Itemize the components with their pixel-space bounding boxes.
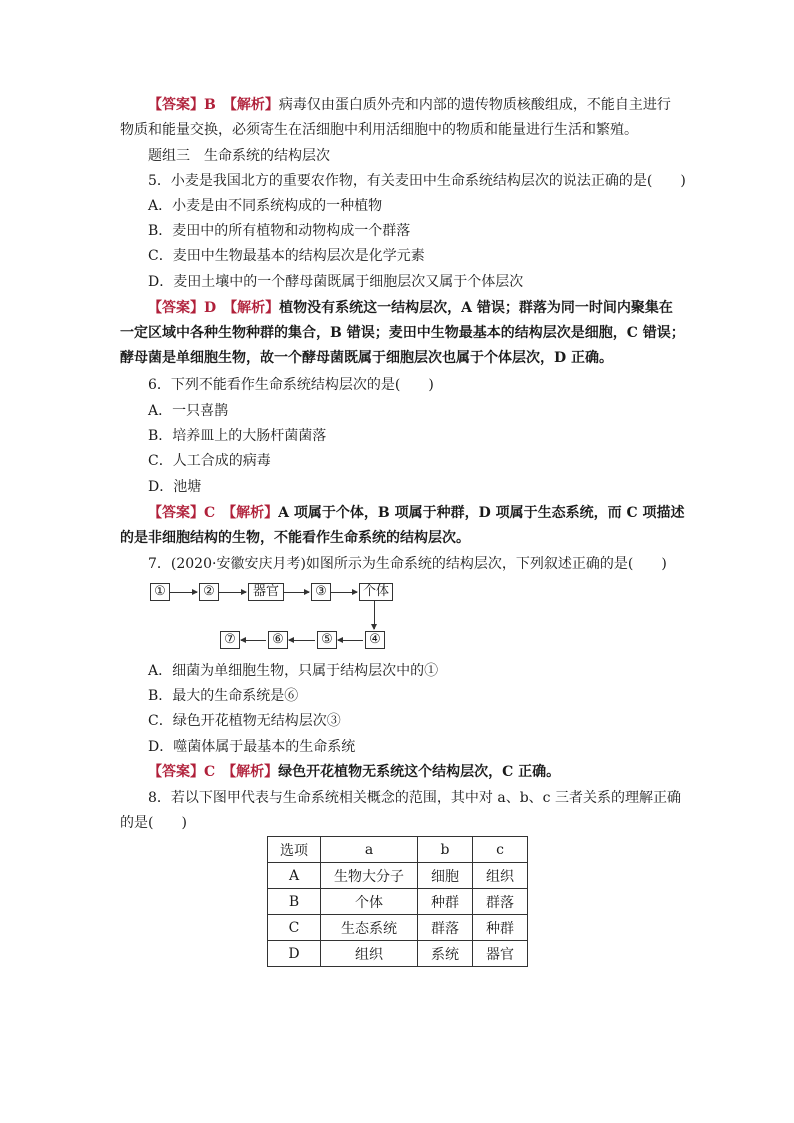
q7-option-d: D．噬菌体属于最基本的生命系统: [148, 739, 356, 755]
diagram-node-4: ④: [365, 631, 385, 649]
q5-stem: 5．小麦是我国北方的重要农作物，有关麦田中生命系统结构层次的说法正确的是( ): [148, 173, 686, 189]
table-cell: 群落: [473, 889, 528, 915]
q6-option-a: A．一只喜鹊: [148, 403, 229, 419]
arrow-right: [219, 592, 246, 593]
q5-answer-line3: 酵母菌是单细胞生物，故一个酵母菌既属于细胞层次也属于个体层次，D 正确。: [120, 350, 614, 366]
q5-option-d: D．麦田土壤中的一个酵母菌既属于细胞层次又属于个体层次: [148, 274, 524, 290]
table-header-cell: a: [321, 837, 418, 863]
q7-option-a: A．细菌为单细胞生物，只属于结构层次中的①: [148, 663, 439, 679]
arrow-right: [284, 592, 309, 593]
answer-label: 【答案】C: [148, 764, 216, 780]
explanation-text: 植物没有系统这一结构层次，A 错误；群落为同一时间内聚集在: [279, 300, 673, 316]
q7-answer-line1: [148, 762, 560, 782]
table-cell: 群落: [418, 915, 473, 941]
table-cell: 组织: [321, 941, 418, 967]
explanation-label: 【解析】: [229, 764, 279, 780]
table-cell: 种群: [418, 889, 473, 915]
diagram-node-6: ⑥: [268, 631, 288, 649]
explanation-label: 【解析】: [230, 300, 280, 316]
q5-option-b: B．麦田中的所有植物和动物构成一个群落: [148, 223, 411, 239]
table-header-row: [268, 837, 528, 863]
diagram-node-2: ②: [199, 583, 219, 601]
explanation-text: A 项属于个体，B 项属于种群，D 项属于生态系统，而 C 项描述: [278, 505, 685, 521]
q6-option-c: C．人工合成的病毒: [148, 453, 271, 469]
q5-option-a: A．小麦是由不同系统构成的一种植物: [148, 198, 383, 214]
table-cell: 组织: [473, 863, 528, 889]
q5-answer-line1: [148, 298, 673, 318]
q4-answer-line2: 物质和能量交换，必须寄生在活细胞中利用活细胞中的物质和能量进行生活和繁殖。: [120, 122, 638, 138]
table-row: [268, 941, 528, 967]
section-title: 题组三 生命系统的结构层次: [148, 148, 330, 164]
structure-level-diagram: [150, 580, 410, 650]
q8-stem-line1: 8．若以下图甲代表与生命系统相关概念的范围，其中对 a、b、c 三者关系的理解正确: [148, 790, 681, 806]
table-cell: 个体: [321, 889, 418, 915]
table-header-cell: b: [418, 837, 473, 863]
table-cell: 系统: [418, 941, 473, 967]
table-row: [268, 863, 528, 889]
diagram-node-5: ⑤: [317, 631, 337, 649]
table-cell: 生态系统: [321, 915, 418, 941]
q4-answer-line1: [148, 95, 671, 115]
table-cell: 生物大分子: [321, 863, 418, 889]
arrow-left: [338, 640, 363, 641]
q6-option-d: D．池塘: [148, 479, 202, 495]
q5-option-c: C．麦田中生物最基本的结构层次是化学元素: [148, 248, 425, 264]
diagram-node-1: ①: [150, 583, 170, 601]
arrow-left: [289, 640, 315, 641]
explanation-text: 病毒仅由蛋白质外壳和内部的遗传物质核酸组成，不能自主进行: [278, 97, 671, 113]
table-row: [268, 915, 528, 941]
answer-label: 【答案】B: [148, 97, 216, 113]
q7-stem: 7．(2020·安徽安庆月考)如图所示为生命系统的结构层次，下列叙述正确的是( ): [148, 556, 667, 572]
q7-option-c: C．绿色开花植物无结构层次③: [148, 713, 341, 729]
table-header-cell: 选项: [268, 837, 321, 863]
table-cell: D: [268, 941, 321, 967]
options-table: [267, 836, 528, 967]
table-header-cell: c: [473, 837, 528, 863]
arrow-left: [241, 640, 266, 641]
table-row: [268, 889, 528, 915]
q7-option-b: B．最大的生命系统是⑥: [148, 688, 299, 704]
table-cell: C: [268, 915, 321, 941]
explanation-text: 绿色开花植物无系统这个结构层次，C 正确。: [278, 764, 561, 780]
table-cell: A: [268, 863, 321, 889]
diagram-node-individual: 个体: [359, 583, 393, 601]
arrow-down: [374, 601, 375, 629]
table-cell: B: [268, 889, 321, 915]
diagram-node-organ: 器官: [248, 583, 284, 601]
answer-label: 【答案】D: [148, 300, 217, 316]
explanation-label: 【解析】: [229, 97, 279, 113]
diagram-node-7: ⑦: [220, 631, 240, 649]
q5-answer-line2: 一定区域中各种生物种群的集合，B 错误；麦田中生物最基本的结构层次是细胞，C 错误；: [120, 325, 685, 341]
diagram-node-3: ③: [311, 583, 331, 601]
answer-label: 【答案】C: [148, 505, 216, 521]
q6-answer-line1: [148, 503, 685, 523]
q6-option-b: B．培养皿上的大肠杆菌菌落: [148, 428, 327, 444]
q6-stem: 6．下列不能看作生命系统结构层次的是( ): [148, 377, 434, 393]
table-cell: 细胞: [418, 863, 473, 889]
arrow-right: [331, 592, 357, 593]
table-cell: 种群: [473, 915, 528, 941]
table-cell: 器官: [473, 941, 528, 967]
explanation-label: 【解析】: [229, 505, 279, 521]
arrow-right: [170, 592, 197, 593]
q8-stem-line2: 的是( ): [120, 815, 187, 831]
q6-answer-line2: 的是非细胞结构的生物，不能看作生命系统的结构层次。: [120, 530, 470, 546]
